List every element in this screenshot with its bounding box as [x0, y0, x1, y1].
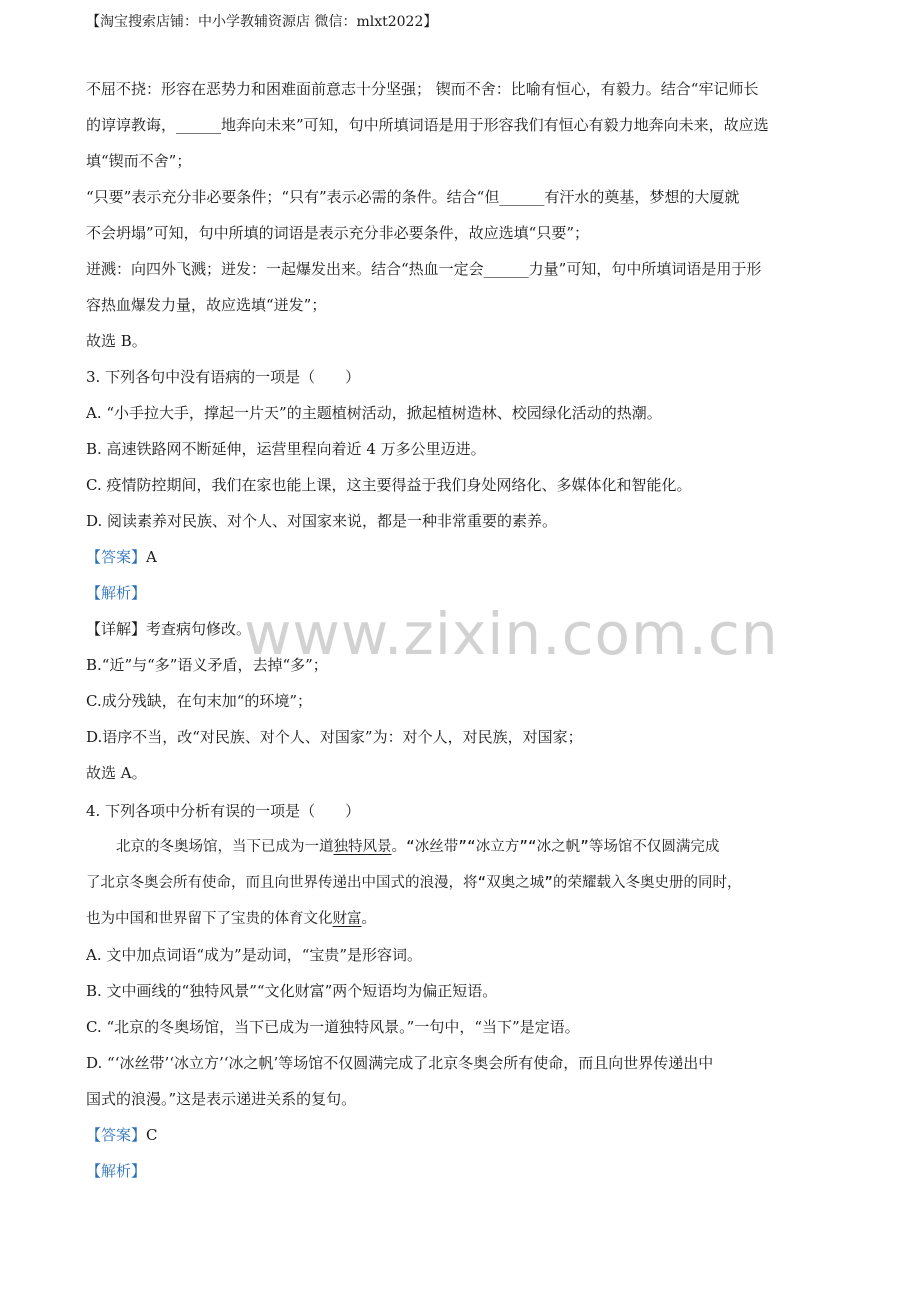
answer-tag: 【答案】 [86, 548, 147, 566]
question-3-answer [86, 546, 157, 568]
question-3-option-d: D. 阅读素养对民族、对个人、对国家来说，都是一种非常重要的素养。 [86, 512, 558, 530]
question-3-detail-line: C.成分残缺，在句末加“的环境”； [86, 692, 313, 710]
detail-tag: 【详解】 [86, 620, 147, 638]
answer-tag: 【答案】 [86, 1126, 147, 1144]
passage-text: 也为中国和世界留下了宝贵的体育文化 [86, 911, 333, 927]
question-3-analysis-tag: 【解析】 [86, 584, 147, 602]
passage-text: 北京的冬奥场馆，当下已成为一道 [116, 839, 334, 855]
answer-value: C [146, 1126, 158, 1144]
explanation-line: “只要”表示充分非必要条件；“只有”表示必需的条件。结合“但______有汗水的奠基，梦想的大厦就 [86, 188, 740, 206]
shop-header: 【淘宝搜索店铺：中小学教辅资源店 微信：mlxt2022】 [86, 14, 438, 30]
explanation-line: 迸溅：向四外飞溅；迸发：一起爆发出来。结合“热血一定会______力量”可知，句中所填词语是用于形 [86, 260, 762, 278]
question-4-stem: 4. 下列各项中分析有误的一项是（ ） [86, 802, 361, 820]
question-4-analysis-tag: 【解析】 [86, 1162, 147, 1180]
passage-line [86, 908, 376, 930]
explanation-line: 容热血爆发力量，故应选填“迸发”； [86, 296, 327, 314]
question-3-option-a: A. “小手拉大手，撑起一片天”的主题植树活动，掀起植树造林、校园绿化活动的热潮。 [86, 404, 662, 422]
question-3-option-c: C. 疫情防控期间，我们在家也能上课，这主要得益于我们身处网络化、多媒体化和智能化。 [86, 476, 692, 494]
passage-line [116, 836, 719, 858]
explanation-conclusion: 故选 B。 [86, 332, 147, 350]
answer-value: A [146, 548, 157, 566]
question-3-detail [86, 618, 251, 640]
explanation-line: 填“锲而不舍”； [86, 152, 192, 170]
question-3-option-b: B. 高速铁路网不断延伸，运营里程向着近 4 万多公里迈进。 [86, 440, 486, 458]
watermark: www.zixin.com.cn [244, 600, 779, 668]
question-4-option-a: A. 文中加点词语“成为”是动词，“宝贵”是形容词。 [86, 946, 423, 964]
passage-line: 了北京冬奥会所有使命，而且向世界传递出中国式的浪漫，将“双奥之城”的荣耀载入冬奥史册的同时， [86, 875, 742, 891]
passage-text: 。 [361, 911, 376, 927]
question-4-option-d-cont: 国式的浪漫。”这是表示递进关系的复句。 [86, 1090, 357, 1108]
question-3-stem: 3. 下列各句中没有语病的一项是（ ） [86, 368, 361, 386]
explanation-line: 不屈不挠：形容在恶势力和困难面前意志十分坚强； 锲而不舍：比喻有恒心，有毅力。结合“牢记师长 [86, 80, 759, 98]
question-4-option-c: C. “北京的冬奥场馆，当下已成为一道独特风景。”一句中，“当下”是定语。 [86, 1018, 580, 1036]
question-4-answer [86, 1124, 158, 1146]
explanation-line: 不会坍塌”可知，句中所填的词语是表示充分非必要条件，故应选填“只要”； [86, 224, 590, 242]
passage-text: 。“冰丝带”“冰立方”“冰之帆”等场馆不仅圆满完成 [391, 839, 720, 855]
question-3-detail-line: B.“近”与“多”语义矛盾，去掉“多”； [86, 656, 328, 674]
underlined-phrase: 独特风景 [333, 839, 392, 855]
question-3-detail-line: D.语序不当，改“对民族、对个人、对国家”为：对个人，对民族，对国家； [86, 728, 583, 746]
detail-text: 考查病句修改。 [146, 620, 252, 638]
explanation-line: 的谆谆教诲，______地奔向未来”可知，句中所填词语是用于形容我们有恒心有毅力地奔向未来，故应选 [86, 116, 769, 134]
question-4-option-d: D. “‘冰丝带’‘冰立方’‘冰之帆’等场馆不仅圆满完成了北京冬奥会所有使命，而且向世界传递出中 [86, 1054, 714, 1072]
underlined-phrase: 财富 [332, 911, 362, 927]
question-4-option-b: B. 文中画线的“独特风景”“文化财富”两个短语均为偏正短语。 [86, 982, 498, 1000]
question-3-conclusion: 故选 A。 [86, 764, 147, 782]
